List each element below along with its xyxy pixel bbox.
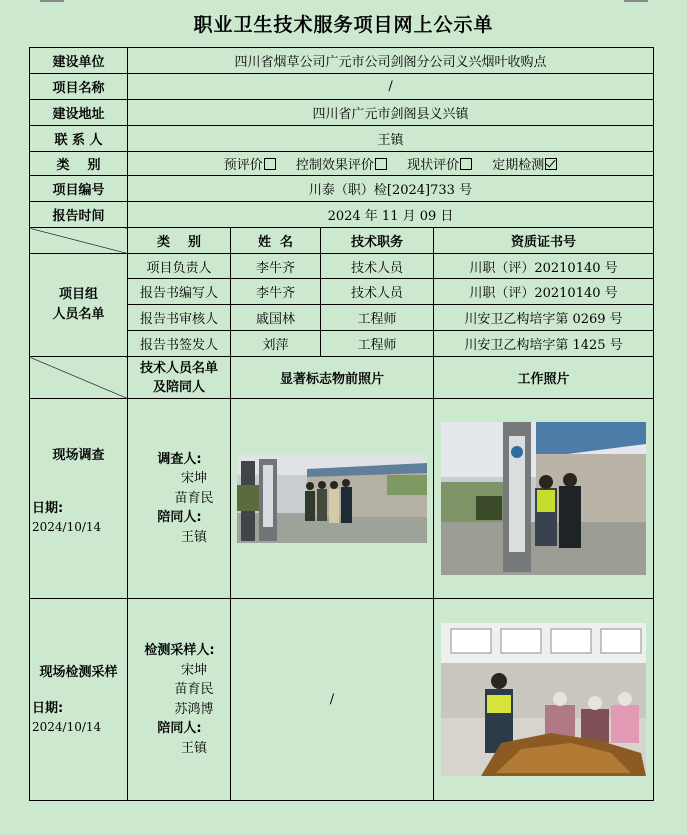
- survey-row: [30, 399, 654, 599]
- sampler-name: 宋坤: [180, 662, 207, 678]
- sampler-name: 苗育民: [174, 682, 214, 697]
- team-header-cert: 资质证书号: [434, 228, 654, 254]
- row-category: [30, 152, 654, 176]
- member-name: 刘萍: [231, 331, 321, 357]
- project-code-label: 项目编号: [30, 176, 128, 202]
- category-option: 现状评价: [407, 158, 472, 173]
- member-cert: 川职（评）20210140 号: [434, 279, 654, 305]
- row-project-name: [30, 74, 654, 100]
- survey-date-value: 2024/10/14: [32, 520, 102, 534]
- sampling-title: 现场检测采样: [39, 665, 118, 680]
- checkbox-icon: [375, 158, 387, 170]
- team-header-row: [30, 228, 654, 254]
- sampling-date-value: 2024/10/14: [32, 720, 102, 734]
- member-title: 技术人员: [321, 254, 434, 279]
- project-code-value: 川泰（职）检[2024]733 号: [128, 176, 654, 202]
- row-report-time: [30, 202, 654, 228]
- unit-value: 四川省烟草公司广元市公司剑阁分公司义兴烟叶收购点: [128, 48, 654, 74]
- row-address: [30, 100, 654, 126]
- category-option: 预评价: [224, 158, 276, 173]
- member-role: 报告书编写人: [128, 279, 231, 305]
- survey-label-cell: [30, 399, 128, 599]
- sampling-date: [32, 699, 101, 737]
- team-header-category: 类 别: [128, 228, 231, 254]
- category-label: 类 别: [30, 152, 128, 176]
- survey-title: 现场调查: [52, 448, 105, 463]
- report-time-value: 2024 年 11 月 09 日: [128, 202, 654, 228]
- survey-people: [128, 399, 231, 599]
- member-role: 报告书审核人: [128, 305, 231, 331]
- team-header-name: 姓 名: [231, 228, 321, 254]
- member-title: 工程师: [321, 331, 434, 357]
- project-name-value: /: [128, 74, 654, 100]
- team-row: [30, 254, 654, 279]
- page-title: 职业卫生技术服务项目网上公示单: [193, 14, 494, 36]
- investigator-label: 调查人:: [157, 451, 202, 467]
- contact-value: 王镇: [128, 126, 654, 152]
- contact-label: 联 系 人: [30, 126, 128, 152]
- member-role: 报告书签发人: [128, 331, 231, 357]
- member-name: 李牛齐: [231, 279, 321, 305]
- page-corner-mark-left: [40, 0, 64, 2]
- sampling-landmark-cell: /: [231, 599, 434, 801]
- row-unit: [30, 48, 654, 74]
- member-cert: 川安卫乙构培字第 1425 号: [434, 331, 654, 357]
- row-contact: [30, 126, 654, 152]
- work-photo-header: 工作照片: [434, 357, 654, 399]
- checkbox-icon: [460, 158, 472, 170]
- investigator-name: 宋坤: [180, 471, 207, 487]
- diagonal-header-cell: [30, 228, 128, 254]
- work-photo-cell: [434, 399, 654, 599]
- investigator-name: 苗育民: [174, 490, 214, 506]
- project-name-label: 项目名称: [30, 74, 128, 100]
- sampling-work-photo-cell: [434, 599, 654, 801]
- sampling-row: [30, 599, 654, 801]
- report-time-label: 报告时间: [30, 202, 128, 228]
- work-photo-image: [441, 422, 646, 575]
- team-group-label: 项目组 人员名单: [30, 254, 128, 357]
- member-title: 技术人员: [321, 279, 434, 305]
- staff-header: 技术人员名单 及陪同人: [128, 357, 231, 399]
- disclosure-table: [29, 47, 654, 801]
- member-title: 工程师: [321, 305, 434, 331]
- landmark-photo-image: [237, 455, 427, 543]
- address-label: 建设地址: [30, 100, 128, 126]
- landmark-photo-header: 显著标志物前照片: [231, 357, 434, 399]
- sampling-people: [128, 599, 231, 801]
- companion-name: 王镇: [180, 740, 207, 756]
- row-project-code: [30, 176, 654, 202]
- sampling-date-label: 日期:: [32, 701, 64, 716]
- sampler-name: 苏鸿博: [174, 701, 214, 717]
- photos-header-row: [30, 357, 654, 399]
- category-option: 定期检测: [492, 158, 557, 173]
- diagonal-header-cell: [30, 357, 128, 399]
- companion-label: 陪同人:: [157, 721, 202, 736]
- address-value: 四川省广元市剑阁县义兴镇: [128, 100, 654, 126]
- sampler-label: 检测采样人:: [144, 643, 215, 658]
- team-header-title: 技术职务: [321, 228, 434, 254]
- landmark-photo-cell: [231, 399, 434, 599]
- member-role: 项目负责人: [128, 254, 231, 279]
- member-name: 李牛齐: [231, 254, 321, 279]
- member-name: 戚国林: [231, 305, 321, 331]
- page-corner-mark-right: [624, 0, 648, 2]
- member-cert: 川安卫乙构培字第 0269 号: [434, 305, 654, 331]
- survey-date: [32, 499, 101, 537]
- unit-label: 建设单位: [30, 48, 128, 74]
- companion-label: 陪同人:: [157, 510, 202, 526]
- survey-date-label: 日期:: [32, 501, 64, 516]
- member-cert: 川职（评）20210140 号: [434, 254, 654, 279]
- category-option: 控制效果评价: [296, 158, 387, 173]
- companion-name: 王镇: [180, 529, 207, 545]
- checkbox-checked-icon: [545, 158, 557, 170]
- checkbox-icon: [264, 158, 276, 170]
- category-options: [128, 152, 654, 176]
- sampling-work-photo-image: [441, 623, 646, 776]
- sampling-label-cell: [30, 599, 128, 801]
